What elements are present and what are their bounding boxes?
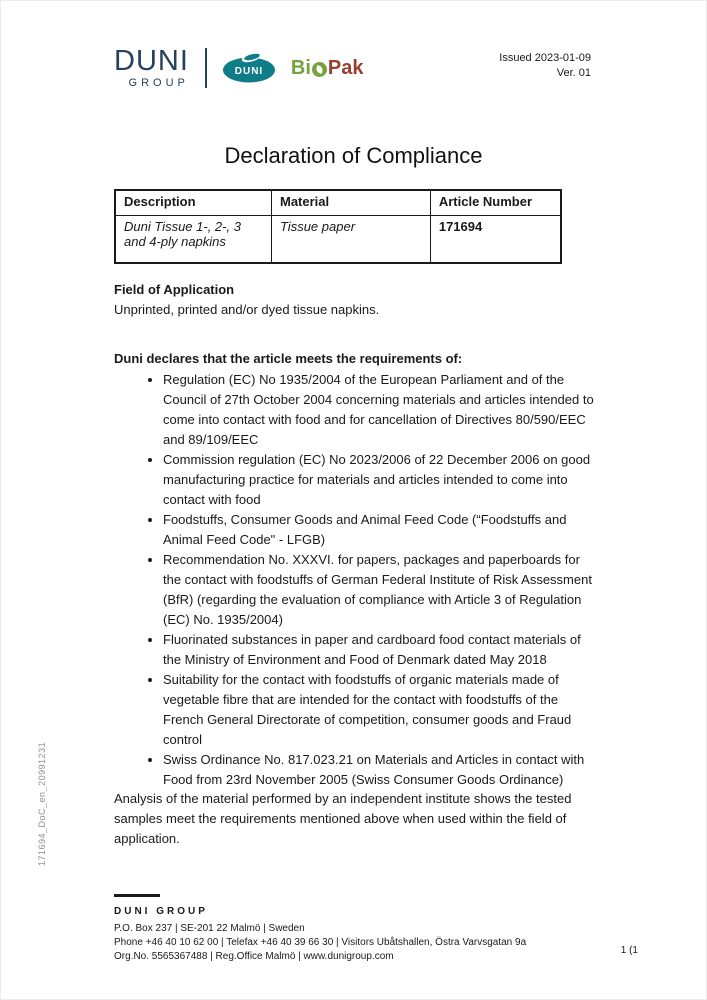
footer-divider <box>114 894 160 897</box>
issued-date: Issued 2023-01-09 <box>499 52 591 64</box>
column-header-description: Description <box>115 190 271 216</box>
requirement-item: • Regulation (EC) No 1935/2004 of the European Parliament and of the Council of 27th October 2004 concerning materials and articles intended to come into contact with food and for cancellation of Directives 80/590/EEC and 89/109/EEC <box>163 370 598 450</box>
field-of-application-section <box>114 280 598 320</box>
requirement-item: • Suitability for the contact with foodstuffs of organic materials made of vegetable fibre that are intended for the contact with foodstuffs of the French General Directorate of competition, consumer goods and Fraud control <box>163 670 598 750</box>
footer-address: P.O. Box 237 | SE-201 22 Malmö | Sweden <box>114 923 305 934</box>
duni-oval-text: DUNI <box>234 66 264 77</box>
duni-oval-logo-icon <box>221 52 277 84</box>
footer <box>114 894 526 964</box>
declaration-heading: Duni declares that the article meets the requirements of: <box>114 351 463 366</box>
duni-group-logo <box>114 47 189 89</box>
biopak-logo <box>291 58 364 78</box>
cell-material: Tissue paper <box>271 216 430 264</box>
analysis-paragraph: Analysis of the material performed by an independent institute shows the tested samples meet the requirements mentioned above when used within the field of application. <box>114 791 572 846</box>
requirement-item: • Swiss Ordinance No. 817.023.21 on Materials and Articles in contact with Food from 23rd November 2005 (Swiss Consumer Goods Ordinance) <box>163 750 598 790</box>
logo-divider <box>205 48 207 88</box>
header <box>114 47 591 89</box>
footer-company: DUNI GROUP <box>114 906 208 917</box>
requirement-item: • Foodstuffs, Consumer Goods and Animal Feed Code (“Foodstuffs and Animal Feed Code" - LFGB) <box>163 510 598 550</box>
table-header-row <box>115 190 561 216</box>
requirements-list <box>114 370 598 790</box>
issued-info <box>499 47 591 81</box>
cell-article-number: 171694 <box>430 216 561 264</box>
column-header-material: Material <box>271 190 430 216</box>
field-of-application-body: Unprinted, printed and/or dyed tissue napkins. <box>114 302 380 317</box>
footer-contact: Phone +46 40 10 62 00 | Telefax +46 40 39 66 30 | Visitors Ubåtshallen, Östra Varvsgatan 9a <box>114 937 527 948</box>
requirement-item: • Commission regulation (EC) No 2023/2006 of 22 December 2006 on good manufacturing practice for materials and articles intended to come into contact with food <box>163 450 598 510</box>
document-id-vertical-text: 171694_DoC_en_20991231 <box>37 741 47 866</box>
biopak-pak-text: Pak <box>327 57 364 79</box>
cell-description: Duni Tissue 1-, 2-, 3 and 4-ply napkins <box>115 216 271 264</box>
table-row <box>115 216 561 264</box>
version-label: Ver. 01 <box>556 67 591 79</box>
page-number: 1 (1 <box>620 945 638 956</box>
logo-row <box>114 47 363 89</box>
duni-group-wordmark: DUNI <box>114 45 189 77</box>
requirement-item: • Recommendation No. XXXVI. for papers, packages and paperboards for the contact with foodstuffs of German Federal Institute of Risk Assessment (BfR) (regarding the evaluation of compliance with Article 3 of Regulation (EC) No. 1935/2004) <box>163 550 598 630</box>
biopak-bi-text: Bi <box>290 57 311 79</box>
footer-org: Org.No. 5565367488 | Reg.Office Malmö | www.dunigroup.com <box>114 951 394 962</box>
duni-group-subtext: GROUP <box>128 77 189 89</box>
page-title: Declaration of Compliance <box>224 143 483 168</box>
field-of-application-heading: Field of Application <box>114 282 235 297</box>
column-header-article-number: Article Number <box>430 190 561 216</box>
requirement-item: • Fluorinated substances in paper and cardboard food contact materials of the Ministry of Environment and Food of Denmark dated May 2018 <box>163 630 598 670</box>
biopak-leaf-icon <box>312 62 327 77</box>
product-table <box>114 189 562 264</box>
declaration-section <box>114 349 598 790</box>
